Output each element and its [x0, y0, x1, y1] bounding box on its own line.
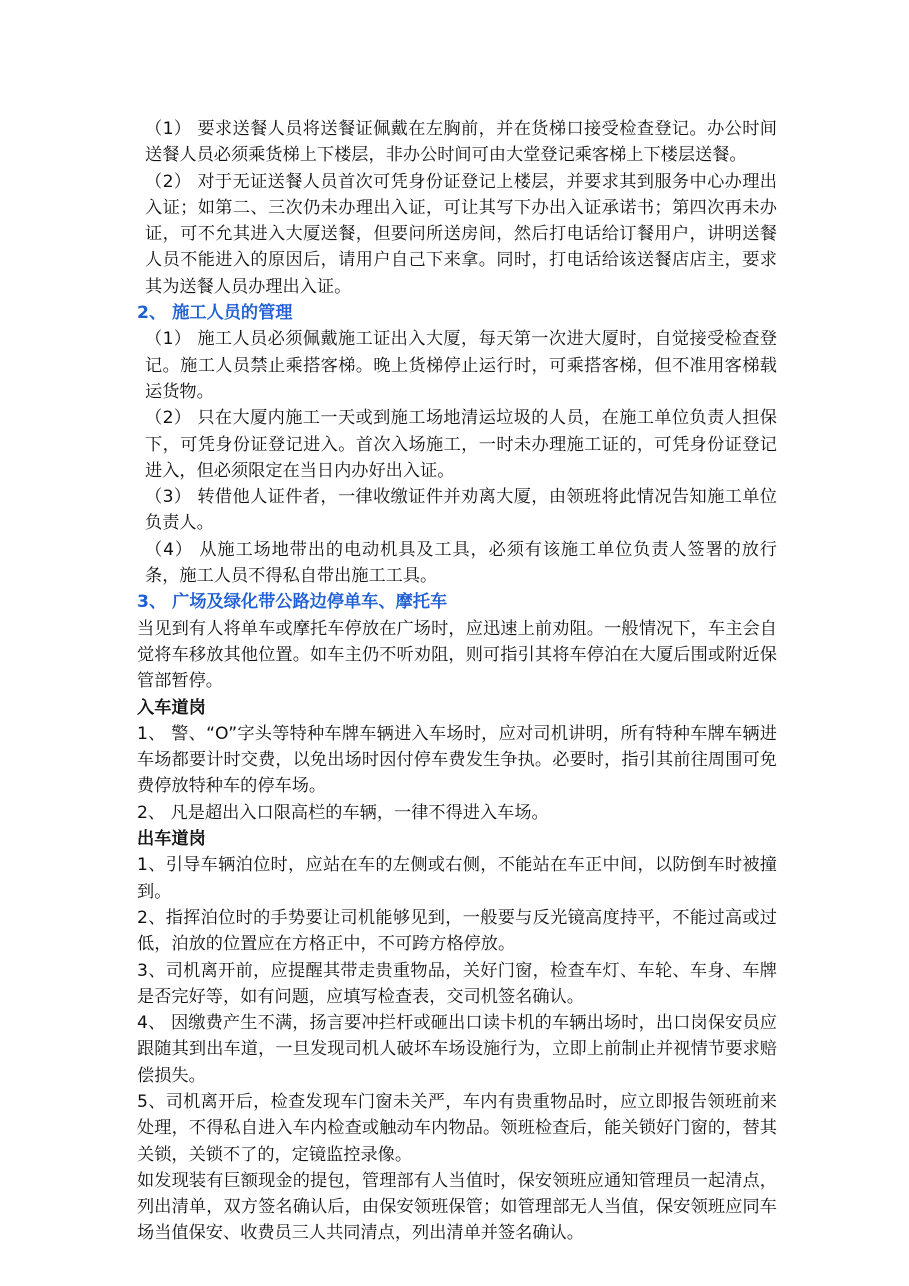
paragraph-construction-2: （2） 只在大厦内施工一天或到施工场地清运垃圾的人员，在施工单位负责人担保下，可凭身份证登记进入。首次入场施工，一时未办理施工证的，可凭身份证登记进入，但必须限定在当日内办好出入证。 [145, 408, 777, 481]
paragraph-exit-1: 1、引导车辆泊位时，应站在车的左侧或右侧，不能站在车正中间，以防倒车时被撞到。 [137, 855, 777, 902]
paragraph-entry-2: 2、 凡是超出入口限高栏的车辆，一律不得进入车场。 [137, 802, 549, 823]
paragraph-construction-4: （4） 从施工场地带出的电动机具及工具，必须有该施工单位负责人签署的放行条，施工人员不得私自带出施工工具。 [145, 539, 777, 587]
heading-construction-staff: 2、 施工人员的管理 [137, 303, 293, 324]
paragraph-bike-parking: 当见到有人将单车或摩托车停放在广场时，应迅速上前劝阻。一般情况下，车主会自觉将车移放其他位置。如车主仍不听劝阻，则可指引其将车停泊在大厦后围或附近保管部暂停。 [137, 618, 777, 692]
heading-exit-lane: 出车道岗 [137, 829, 206, 850]
paragraph-entry-1: 1、 警、“O”字头等特种车牌车辆进入车场时，应对司机讲明，所有特种车牌车辆进车场都要计时交费，以免出场时因付停车费发生争执。必要时，指引其前往周围可免费停放特种车的停车场。 [137, 723, 777, 797]
paragraph-delivery-2: （2） 对于无证送餐人员首次可凭身份证登记上楼层，并要求其到服务中心办理出入证；如第二、三次仍未办理出入证，可让其写下办出入证承诺书；第四次再未办证，可不允其进入大厦送餐，但要问所送房间，然后打电话给订餐用户，讲明送餐人员不能进入的原因后，请用户自己下来拿。同时，打电话给该送餐店店主，要求其为送餐人员办理出入证。 [145, 171, 777, 297]
paragraph-exit-5: 5、司机离开后，检查发现车门窗未关严，车内有贵重物品时，应立即报告领班前来处理，不得私自进入车内检查或触动车内物品。领班检查后，能关锁好门窗的，替其关锁，关锁不了的，定镜监控录像。 [137, 1091, 777, 1165]
paragraph-exit-4: 4、 因缴费产生不满，扬言要冲拦杆或砸出口读卡机的车辆出场时，出口岗保安员应跟随其到出车道，一旦发现司机人破坏车场设施行为，立即上前制止并视情节要求赔偿损失。 [137, 1013, 777, 1086]
paragraph-construction-3: （3） 转借他人证件者，一律收缴证件并劝离大厦，由领班将此情况告知施工单位负责人。 [145, 487, 777, 534]
paragraph-delivery-1: （1） 要求送餐人员将送餐证佩戴在左胸前，并在货梯口接受检查登记。办公时间送餐人员必须乘货梯上下楼层，非办公时间可由大堂登记乘客梯上下楼层送餐。 [145, 119, 777, 166]
paragraph-exit-3: 3、司机离开前，应提醒其带走贵重物品，关好门窗，检查车灯、车轮、车身、车牌是否完好等，如有问题，应填写检查表，交司机签名确认。 [137, 960, 777, 1007]
document-page [137, 116, 777, 1247]
heading-bike-parking: 3、 广场及绿化带公路边停单车、摩托车 [137, 592, 448, 613]
heading-entry-lane: 入车道岗 [137, 697, 206, 718]
paragraph-exit-6: 如发现装有巨额现金的提包，管理部有人当值时，保安领班应通知管理员一起清点，列出清单，双方签名确认后，由保安领班保管；如管理部无人当值，保安领班应同车场当值保安、收费员三人共同清点，列出清单并签名确认。 [137, 1170, 777, 1244]
paragraph-construction-1: （1） 施工人员必须佩戴施工证出入大厦，每天第一次进大厦时，自觉接受检查登记。施工人员禁止乘搭客梯。晚上货梯停止运行时，可乘搭客梯，但不准用客梯载运货物。 [145, 329, 777, 402]
paragraph-exit-2: 2、指挥泊位时的手势要让司机能够见到，一般要与反光镜高度持平，不能过高或过低，泊放的位置应在方格正中，不可跨方格停放。 [137, 907, 777, 955]
